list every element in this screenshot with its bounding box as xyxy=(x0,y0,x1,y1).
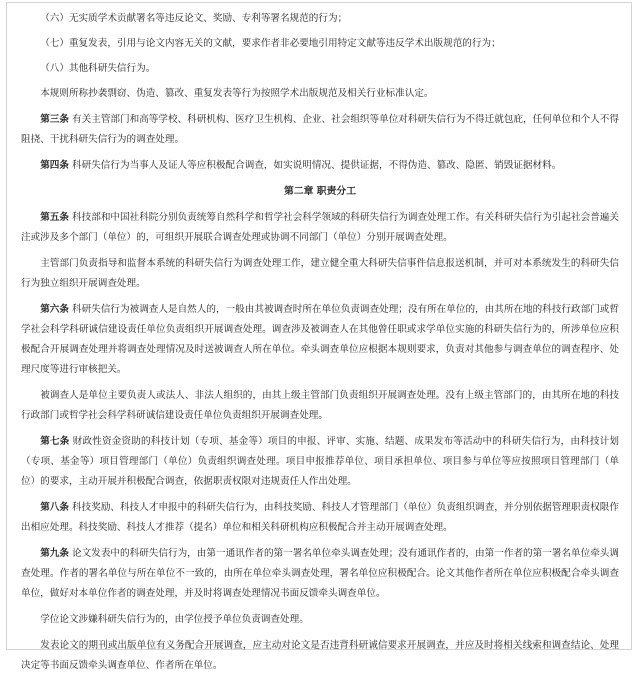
article-number: 第九条 xyxy=(40,548,69,559)
article-number: 第三条 xyxy=(40,114,69,125)
article-5-paragraph-2: 主管部门负责指导和监督本系统的科研失信行为调查处理工作，建立健全重大科研失信事件信息报送机制，并可对本系统发生的科研失信行为独立组织开展调查处理。 xyxy=(21,258,619,289)
clause-6: （六）无实质学术贡献署名等违反论文、奖励、专利等署名规范的行为； xyxy=(40,13,348,24)
article-number: 第四条 xyxy=(40,160,69,171)
clause-7: （七）重复发表，引用与论文内容无关的文献，要求作者非必要地引用特定文献等违反学术出版规范的行为； xyxy=(40,38,501,49)
article-6: 第六条 科研失信行为被调查人是自然人的，一般由其被调查时所在单位负责调查处理；没有所在单位的，由其所在地的科技行政部门或哲学社会科学科研诚信建设责任单位负责组织开展调查处理。调查涉及被调查人在其他曾任职或求学单位实施的科研失信行为的，所涉单位应积极配合开展调查处理并将调查处理情况及时送被调查人所在单位。牵头调查单位应根据本规则要求，负责对其他参与调查单位的调查程序、处理尺度等进行审核把关。 xyxy=(21,304,619,375)
chapter-heading: 第二章 职责分工 xyxy=(284,186,356,197)
article-8: 第八条 科技奖励、科技人才申报中的科研失信行为，由科技奖励、科技人才管理部门（单位）负责组织调查，并分别依据管理职责权限作出相应处理。科技奖励、科技人才推荐（提名）单位和相关科研机构应积极配合并主动开展调查处理。 xyxy=(21,502,619,533)
definition-paragraph: 本规则所称抄袭剽窃、伪造、篡改、重复发表等行为按照学术出版规范及相关行业标准认定。 xyxy=(40,88,434,99)
article-7: 第七条 财政性资金资助的科技计划（专项、基金等）项目的申报、评审、实施、结题、成果发布等活动中的科研失信行为，由科技计划（专项、基金等）项目管理部门（单位）负责组织调查处理。项目申报推荐单位、项目承担单位、项目参与单位等应按照项目管理部门（单位）的要求，主动开展并积极配合调查，依据职责权限对违规责任人作出处理。 xyxy=(21,436,619,487)
article-number: 第五条 xyxy=(40,212,69,223)
clause-8: （八）其他科研失信行为。 xyxy=(40,63,156,74)
document-page xyxy=(6,2,632,671)
article-3: 第三条 有关主管部门和高等学校、科研机构、医疗卫生机构、企业、社会组织等单位对科研失信行为不得迁就包庇，任何单位和个人不得阻挠、干扰科研失信行为的调查处理。 xyxy=(21,114,619,145)
article-4: 第四条 科研失信行为当事人及证人等应积极配合调查，如实说明情况、提供证据，不得伪造、篡改、隐匿、销毁证据材料。 xyxy=(40,160,562,171)
article-9-paragraph-3: 发表论文的期刊或出版单位有义务配合开展调查，应主动对论文是否违背科研诚信要求开展调查，并应及时将相关线索和调查结论、处理决定等书面反馈牵头调查单位、作者所在单位。 xyxy=(21,640,619,671)
article-number: 第七条 xyxy=(40,436,70,447)
article-number: 第六条 xyxy=(40,304,69,315)
article-6-paragraph-2: 被调查人是单位主要负责人或法人、非法人组织的，由其上级主管部门负责组织开展调查处理。没有上级主管部门的，由其所在地的科技行政部门或哲学社会科学科研诚信建设责任单位负责组织开展调查处理。 xyxy=(21,390,619,421)
article-5: 第五条 科技部和中国社科院分别负责统筹自然科学和哲学社会科学领域的科研失信行为调查处理工作。有关科研失信行为引起社会普遍关注或涉及多个部门（单位）的，可组织开展联合调查处理或协调不同部门（单位）分别开展调查处理。 xyxy=(21,212,619,243)
article-number: 第八条 xyxy=(40,502,69,513)
article-9-paragraph-2: 学位论文涉嫌科研失信行为的，由学位授予单位负责调查处理。 xyxy=(40,614,309,625)
article-9: 第九条 论文发表中的科研失信行为，由第一通讯作者的第一署名单位牵头调查处理；没有通讯作者的，由第一作者的第一署名单位牵头调查处理。作者的署名单位与所在单位不一致的，由所在单位牵头调查处理，署名单位应积极配合。论文其他作者所在单位应积极配合牵头调查单位，做好对本单位作者的调查处理，并及时将调查处理情况书面反馈牵头调查单位。 xyxy=(21,548,619,599)
